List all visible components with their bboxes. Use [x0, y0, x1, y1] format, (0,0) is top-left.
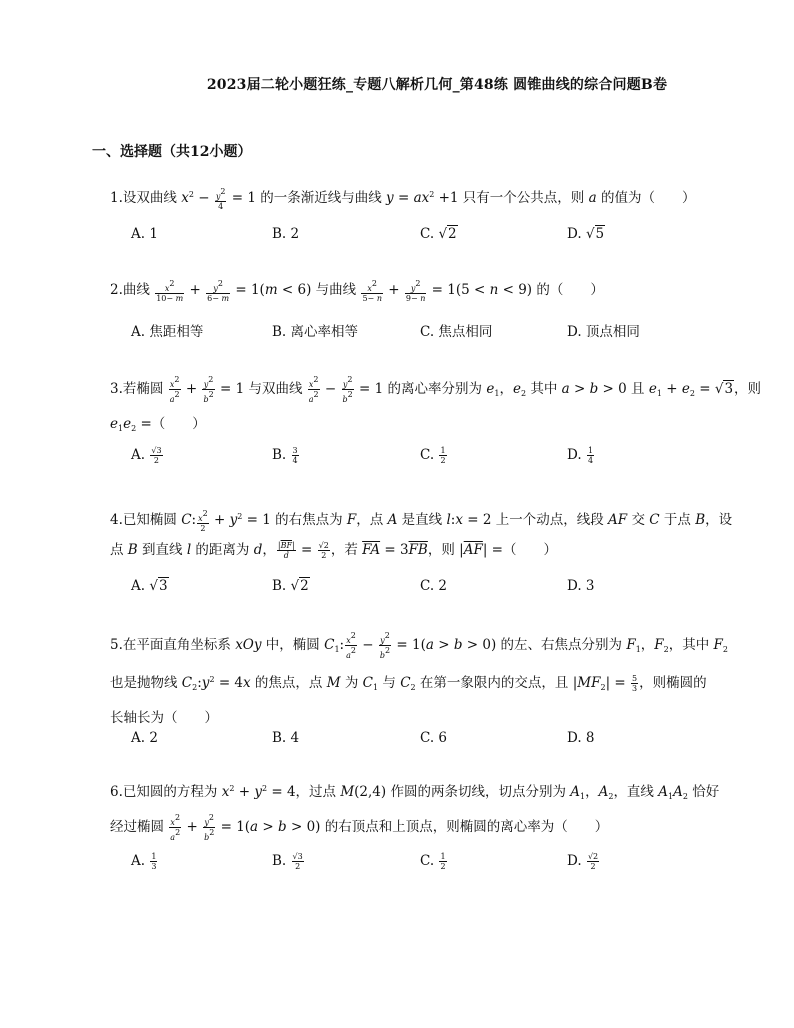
question-3: [110, 374, 762, 444]
option-a[interactable]: A. 2: [131, 730, 158, 746]
question-3-stem-line2: $e_1e_2$ =（ ）: [110, 416, 206, 433]
page-title: 2023届二轮小题狂练_专题八解析几何_第48练 圆锥曲线的综合问题B卷: [206, 77, 668, 93]
question-6: [110, 774, 720, 842]
question-4: [110, 502, 733, 565]
option-c[interactable]: C. $\frac{1}{2}$: [420, 852, 446, 871]
option-d[interactable]: D. 8: [567, 730, 595, 746]
question-5-stem-line1: 5.在平面直角坐标系 xOy 中，椭圆 $C_1$: $\frac{x^2}{a^2}$ − $\frac{y^2}{b^2}$ = 1(a > b > 0) 的左、右焦点分别为 $F_1$，$F_2$，其中 $F_2$: [110, 631, 729, 660]
option-c[interactable]: C. $\frac{1}{2}$: [420, 446, 446, 465]
option-d[interactable]: D. √5: [567, 226, 605, 242]
question-1-options: [131, 226, 691, 246]
question-1-stem: 1.设双曲线 $x^2$ − $\frac{y^2}{4}$ = 1 的一条渐近线与曲线 $y = ax^2 +1$ 只有一个公共点，则 a 的值为（ ）: [110, 186, 696, 211]
question-4-stem-line1: 4.已知椭圆 C: $\frac{x^2}{2}$ + $y^2 = 1$ 的右焦点为 F，点 A 是直线 l:x = 2 上一个动点，线段 AF 交 C 于点 B，设: [110, 508, 733, 533]
option-b[interactable]: B. 离心率相等: [272, 324, 359, 340]
option-b[interactable]: B. $\frac{3}{4}$: [272, 446, 298, 465]
option-c[interactable]: C. 6: [420, 730, 448, 746]
question-2: [110, 275, 710, 305]
question-3-options: [131, 446, 691, 466]
question-3-stem-line1: 3.若椭圆 $\frac{x^2}{a^2}$ + $\frac{y^2}{b^2}$ = 1 与双曲线 $\frac{x^2}{a^2}$ − $\frac{y^2}{b^2}$ = 1 的离心率分别为 $e_1$，$e_2$ 其中 a > b > 0 且 $e_1 + e_2 = √3$，则: [110, 375, 762, 404]
option-c[interactable]: C. √2: [420, 226, 457, 242]
option-a[interactable]: A. √3: [131, 578, 168, 594]
question-6-stem-line1: 6.已知圆的方程为 $x^2 + y^2 = 4$，过点 M(2,4) 作圆的两条切线，切点分别为 $A_1$，$A_2$，直线 $A_1A_2$ 恰好: [110, 784, 720, 801]
option-d[interactable]: D. $\frac{1}{4}$: [567, 446, 594, 465]
option-a[interactable]: A. $\frac{1}{3}$: [131, 852, 157, 871]
question-1: [110, 180, 710, 213]
option-d[interactable]: D. 3: [567, 578, 595, 594]
question-2-stem: 2.曲线 $\frac{x^2}{10- m}$ + $\frac{y^2}{6- m}$ = 1(m < 6) 与曲线 $\frac{x^2}{5- n}$ + $\frac{y^2}{9- n}$ = 1(5 < n < 9) 的（ ）: [110, 278, 604, 303]
option-a[interactable]: A. 1: [131, 226, 158, 242]
option-c[interactable]: C. 2: [420, 578, 448, 594]
question-6-options: [131, 852, 691, 872]
option-b[interactable]: B. 4: [272, 730, 300, 746]
option-b[interactable]: B. 2: [272, 226, 300, 242]
option-c[interactable]: C. 焦点相同: [420, 324, 493, 340]
question-5: [110, 630, 729, 733]
question-4-stem-line2: 点 B 到直线 l 的距离为 d， $\frac{|\overline{BF}|}{d}$ = $\frac{√2}{2}$ ，若 $\overline{FA} = 3\overline{FB}$，则 $|\overline{AF}|$ =（ ）: [110, 541, 557, 560]
option-a[interactable]: A. $\frac{√3}{2}$: [131, 446, 162, 465]
question-6-stem-line2: 经过椭圆 $\frac{x^2}{a^2}$ + $\frac{y^2}{b^2}$ = 1(a > b > 0) 的右顶点和上顶点，则椭圆的离心率为（ ）: [110, 813, 609, 842]
question-4-options: [131, 578, 691, 598]
option-d[interactable]: D. 顶点相同: [567, 324, 640, 340]
option-d[interactable]: D. $\frac{√2}{2}$: [567, 852, 599, 871]
option-a[interactable]: A. 焦距相等: [131, 324, 204, 340]
question-5-stem-line2: 也是抛物线 $C_2:y^2 = 4x$ 的焦点，点 M 为 $C_1$ 与 $C_2$ 在第一象限内的交点，且 $|MF_2|$ = $\frac{5}{3}$ ，则椭圆的: [110, 674, 707, 693]
section-heading: 一、选择题（共12小题）: [92, 144, 252, 160]
option-b[interactable]: B. $\frac{√3}{2}$: [272, 852, 303, 871]
option-b[interactable]: B. √2: [272, 578, 309, 594]
question-5-stem-line3: 长轴长为（ ）: [110, 710, 218, 726]
question-5-options: [131, 730, 691, 750]
question-2-options: [131, 320, 691, 340]
